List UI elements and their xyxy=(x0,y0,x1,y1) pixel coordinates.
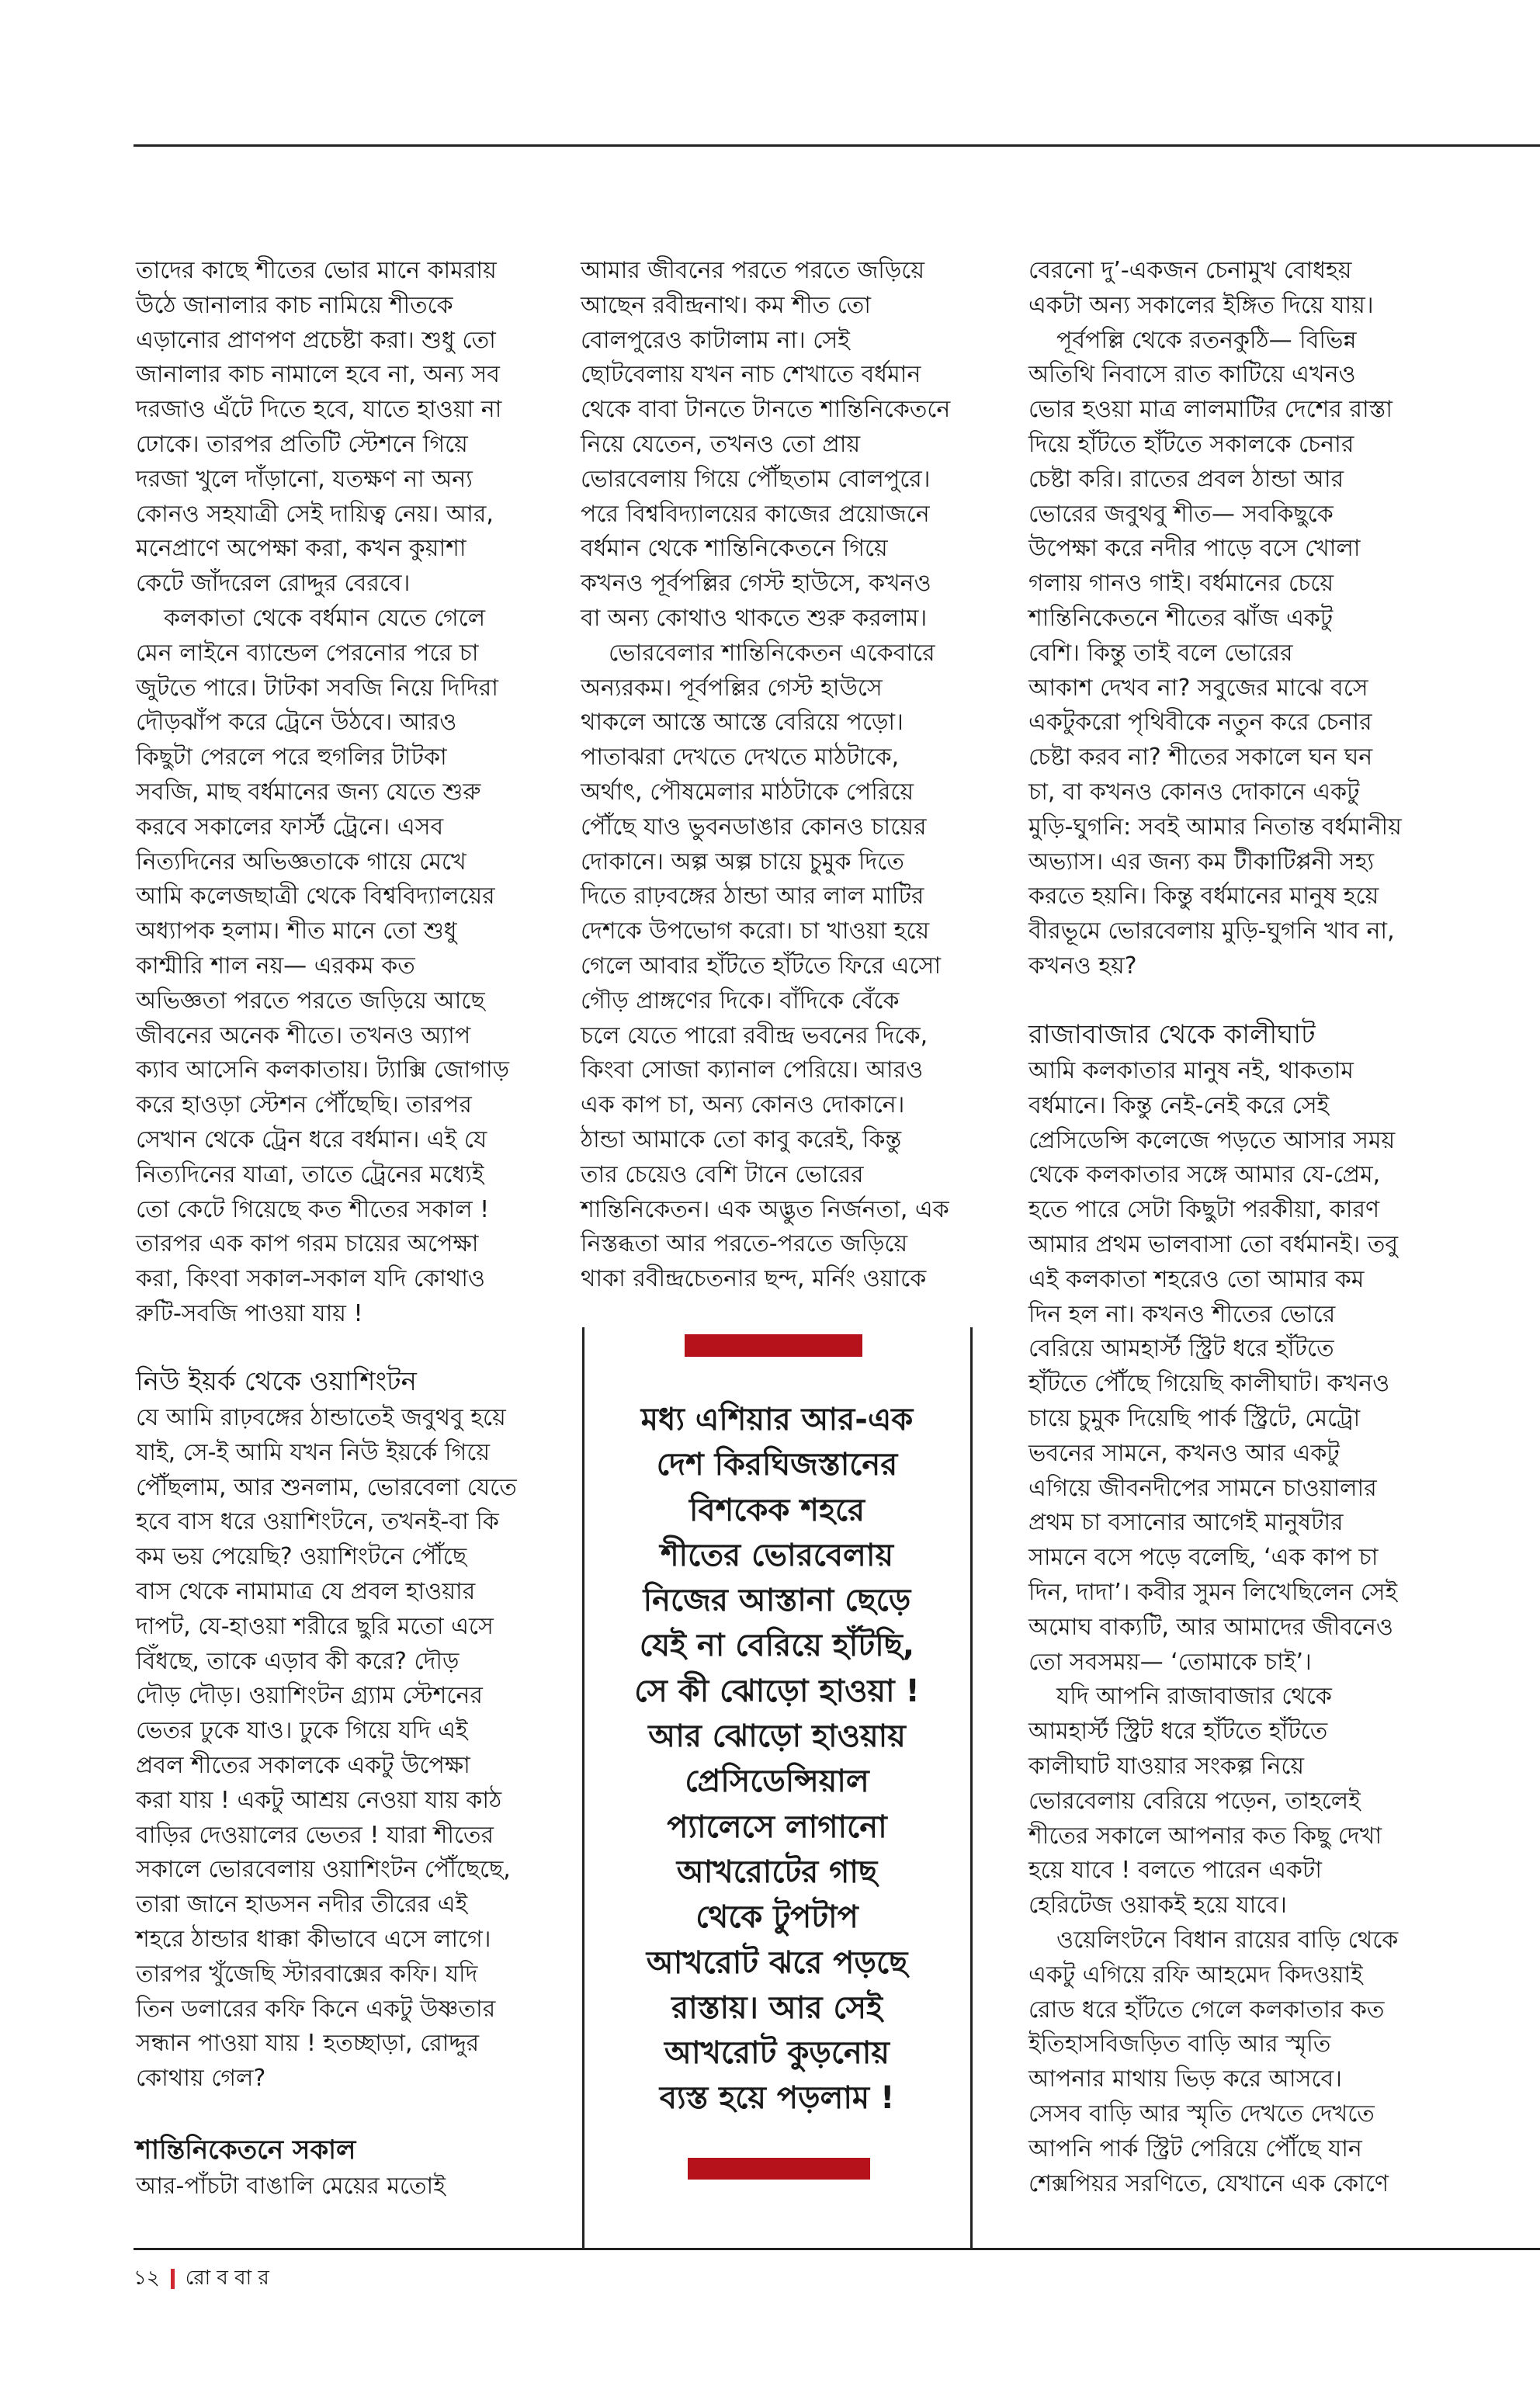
pull-quote-line: থেকে টুপটাপ xyxy=(695,1899,858,1936)
column-3-body-1 xyxy=(1028,254,1402,984)
text-line: অভ্যাস। এর জন্য কম টীকাটিপ্পনী সহ্য xyxy=(1028,848,1375,876)
text-line: উঠে জানালার কাচ নামিয়ে শীতকে xyxy=(136,291,453,319)
pull-quote-line: মধ্য এশিয়ার আর-এক xyxy=(640,1402,914,1438)
text-line: কালীঘাট যাওয়ার সংকল্প নিয়ে xyxy=(1028,1752,1305,1780)
text-line: অতিথি নিবাসে রাত কাটিয়ে এখনও xyxy=(1028,361,1356,389)
text-line: তো কেটে গিয়েছে কত শীতের সকাল ! xyxy=(136,1195,490,1223)
text-line: বাড়ির দেওয়ালের ভেতর ! যারা শীতের xyxy=(136,1821,494,1849)
column-3-body-2 xyxy=(1028,1054,1398,2201)
text-line: আপনি পার্ক স্ট্রিট পেরিয়ে পৌঁছে যান xyxy=(1028,2135,1362,2162)
footer xyxy=(134,2263,269,2294)
text-line: উপেক্ষা করে নদীর পাড়ে বসে খোলা xyxy=(1028,535,1361,563)
footer-separator xyxy=(171,2269,175,2289)
text-line: শেক্সপিয়র সরণিতে, যেখানে এক কোণে xyxy=(1028,2169,1389,2197)
text-line: মুড়ি-ঘুগনি: সবই আমার নিতান্ত বর্ধমানীয় xyxy=(1028,813,1402,841)
text-line: প্রেসিডেন্সি কলেজে পড়তে আসার সময় xyxy=(1028,1126,1396,1154)
text-line: যাই, সে-ই আমি যখন নিউ ইয়র্কে গিয়ে xyxy=(136,1438,491,1466)
text-line: শান্তিনিকেতনে শীতের ঝাঁজ একটু xyxy=(1028,604,1334,632)
section-heading-rajabazar: রাজাবাজার থেকে কালীঘাট xyxy=(1028,1019,1316,1050)
text-line: হতে পারে সেটা কিছুটা পরকীয়া, কারণ xyxy=(1028,1196,1380,1224)
text-line: বাস থেকে নামামাত্র যে প্রবল হাওয়ার xyxy=(136,1577,476,1605)
pull-quote-line: আখরোটের গাছ xyxy=(676,1854,878,1890)
pull-quote-line: ব্যস্ত হয়ে পড়লাম ! xyxy=(659,2080,895,2117)
pull-quote-line: বিশকেক শহরে xyxy=(688,1492,865,1528)
text-line: পূর্বপল্লি থেকে রতনকুঠি— বিভিন্ন xyxy=(1056,326,1357,354)
page-number: ১২ xyxy=(134,2266,160,2290)
text-line: আমহার্স্ট স্ট্রিট ধরে হাঁটতে হাঁটতে xyxy=(1028,1718,1328,1746)
text-line: গেলে আবার হাঁটতে হাঁটতে ফিরে এসো xyxy=(581,952,942,980)
text-line: কিংবা সোজা ক্যানাল পেরিয়ে। আরও xyxy=(581,1056,924,1084)
text-line: দিন হল না। কখনও শীতের ভোরে xyxy=(1028,1300,1336,1328)
magazine-name: রো ব বা র xyxy=(185,2266,269,2290)
pull-quote-line: আর ঝোড়ো হাওয়ায় xyxy=(648,1718,906,1755)
text-line: অন্যরকম। পূর্বপল্লির গেস্ট হাউসে xyxy=(581,674,883,702)
text-line: সবজি, মাছ বর্ধমানের জন্য যেতে শুরু xyxy=(136,778,481,806)
text-line: তারপর এক কাপ গরম চায়ের অপেক্ষা xyxy=(136,1230,479,1258)
text-line: নিত্যদিনের যাত্রা, তাতে ট্রেনের মধ্যেই xyxy=(136,1160,484,1188)
text-line: এড়ানোর প্রাণপণ প্রচেষ্টা করা। শুধু তো xyxy=(136,326,496,354)
text-line: চেষ্টা করব না? শীতের সকালে ঘন ঘন xyxy=(1028,744,1373,772)
text-line: তিন ডলারের কফি কিনে একটু উষ্ণতার xyxy=(136,1995,496,2023)
text-line: সেখান থেকে ট্রেন ধরে বর্ধমান। এই যে xyxy=(136,1125,487,1153)
text-line: আমি কলকাতার মানুষ নই, থাকতাম xyxy=(1028,1057,1354,1084)
text-line: দৌড়ঝাঁপ করে ট্রেনে উঠবে। আরও xyxy=(136,709,457,737)
text-line: সন্ধান পাওয়া যায় ! হতচ্ছাড়া, রোদ্দুর xyxy=(136,2030,480,2058)
text-line: যে আমি রাঢ়বঙ্গের ঠান্ডাতেই জবুথবু হয়ে xyxy=(136,1404,506,1431)
text-line: গৌড় প্রাঙ্গণের দিকে। বাঁদিকে বেঁকে xyxy=(581,987,900,1014)
column-1-body-1 xyxy=(136,254,509,1332)
pull-quote-line: দেশ কিরঘিজস্তানের xyxy=(656,1447,898,1483)
pull-quote xyxy=(584,1397,970,2121)
text-line: আর-পাঁচটা বাঙালি মেয়ের মতোই xyxy=(136,2173,446,2200)
text-line: নিস্তব্ধতা আর পরতে-পরতে জড়িয়ে xyxy=(581,1230,908,1258)
pull-quote-line: আখরোট ঝরে পড়ছে xyxy=(646,1944,908,1981)
text-line: দরজাও এঁটে দিতে হবে, যাতে হাওয়া না xyxy=(136,396,502,424)
pull-quote-bottom-bar xyxy=(688,2158,870,2180)
text-line: বর্ধমান থেকে শান্তিনিকেতনে গিয়ে xyxy=(581,535,888,563)
text-line: তার চেয়েও বেশি টানে ভোরের xyxy=(581,1160,864,1188)
text-line: চা, বা কখনও কোনও দোকানে একটু xyxy=(1028,778,1360,806)
text-line: দেশকে উপভোগ করো। চা খাওয়া হয়ে xyxy=(581,917,930,945)
text-line: জুটতে পারে। টাটকা সবজি নিয়ে দিদিরা xyxy=(136,674,498,702)
pull-quote-right-rule xyxy=(970,1327,973,2249)
text-line: হবে বাস ধরে ওয়াশিংটনে, তখনই-বা কি xyxy=(136,1508,499,1536)
text-line: একটা অন্য সকালের ইঙ্গিত দিয়ে যায়। xyxy=(1028,291,1374,319)
text-line: যদি আপনি রাজাবাজার থেকে xyxy=(1056,1683,1332,1711)
bottom-rule xyxy=(134,2248,1540,2250)
text-line: রুটি-সবজি পাওয়া যায় ! xyxy=(136,1299,363,1327)
text-line: ছোটবেলায় যখন নাচ শেখাতে বর্ধমান xyxy=(581,361,921,389)
pull-quote-line: রাস্তায়। আর সেই xyxy=(671,1989,883,2026)
text-line: শীতের সকালে আপনার কত কিছু দেখা xyxy=(1028,1822,1382,1850)
text-line: শহরে ঠান্ডার ধাক্কা কীভাবে এসে লাগে। xyxy=(136,1925,491,1953)
text-line: বর্ধমানে। কিন্তু নেই-নেই করে সেই xyxy=(1028,1091,1330,1119)
text-line: থেকে কলকাতার সঙ্গে আমার যে-প্রেম, xyxy=(1028,1161,1381,1189)
text-line: ভেতর ঢুকে যাও। ঢুকে গিয়ে যদি এই xyxy=(136,1717,468,1745)
text-line: একটুকরো পৃথিবীকে নতুন করে চেনার xyxy=(1028,709,1372,737)
pull-quote-top-bar xyxy=(685,1334,862,1357)
pull-quote-line: যেই না বেরিয়ে হাঁটছি, xyxy=(639,1628,915,1664)
text-line: দৌড় দৌড়। ওয়াশিংটন গ্র্যাম স্টেশনের xyxy=(136,1682,483,1710)
pull-quote-line: আখরোট কুড়নোয় xyxy=(664,2035,890,2072)
text-line: আমার প্রথম ভালবাসা তো বর্ধমানই। তবু xyxy=(1028,1230,1399,1258)
text-line: থাকলে আস্তে আস্তে বেরিয়ে পড়ো। xyxy=(581,709,904,737)
text-line: কোনও সহযাত্রী সেই দায়িত্ব নেয়। আর, xyxy=(136,500,494,528)
text-line: দাপট, যে-হাওয়া শরীরে ছুরি মতো এসে xyxy=(136,1612,494,1640)
text-line: অভিজ্ঞতা পরতে পরতে জড়িয়ে আছে xyxy=(136,987,485,1014)
text-line: বা অন্য কোথাও থাকতে শুরু করলাম। xyxy=(581,604,928,632)
text-line: অমোঘ বাক্যটি, আর আমাদের জীবনেও xyxy=(1028,1613,1393,1641)
text-line: আমি কলেজছাত্রী থেকে বিশ্ববিদ্যালয়ের xyxy=(136,883,495,910)
text-line: নিয়ে যেতেন, তখনও তো প্রায় xyxy=(581,430,861,458)
text-line: প্রথম চা বসানোর আগেই মানুষটার xyxy=(1028,1509,1344,1537)
text-line: জানালার কাচ নামালে হবে না, অন্য সব xyxy=(136,361,500,389)
pull-quote-line: নিজের আস্তানা ছেড়ে xyxy=(643,1583,911,1619)
text-line: ঢোকে। তারপর প্রতিটি স্টেশনে গিয়ে xyxy=(136,430,468,458)
text-line: রোড ধরে হাঁটতে গেলে কলকাতার কত xyxy=(1028,1996,1385,2024)
text-line: বীরভূমে ভোরবেলায় মুড়ি-ঘুগনি খাব না, xyxy=(1028,917,1395,945)
text-line: অধ্যাপক হলাম। শীত মানে তো শুধু xyxy=(136,917,457,945)
text-line: সকালে ভোরবেলায় ওয়াশিংটন পৌঁছেছে, xyxy=(136,1856,511,1884)
text-line: তো সবসময়— ‘তোমাকে চাই’। xyxy=(1028,1648,1312,1676)
text-line: হেরিটেজ ওয়াকই হয়ে যাবে। xyxy=(1028,1892,1287,1920)
text-line: পরে বিশ্ববিদ্যালয়ের কাজের প্রয়োজনে xyxy=(581,500,930,528)
text-line: আমার জীবনের পরতে পরতে জড়িয়ে xyxy=(581,257,925,284)
text-line: বেরিয়ে আমহার্স্ট স্ট্রিট ধরে হাঁটতে xyxy=(1028,1335,1334,1363)
text-line: তারা জানে হাডসন নদীর তীরের এই xyxy=(136,1891,468,1919)
text-line: করবে সকালের ফার্স্ট ট্রেনে। এসব xyxy=(136,813,444,841)
text-line: শান্তিনিকেতন। এক অদ্ভুত নির্জনতা, এক xyxy=(581,1195,949,1223)
text-line: ভবনের সামনে, কখনও আর একটু xyxy=(1028,1439,1340,1467)
text-line: চায়ে চুমুক দিয়েছি পার্ক স্ট্রিটে, মেট্রো xyxy=(1028,1404,1361,1432)
text-line: তারপর খুঁজেছি স্টারবাক্সের কফি। যদি xyxy=(136,1960,478,1988)
text-line: করতে হয়নি। কিন্তু বর্ধমানের মানুষ হয়ে xyxy=(1028,883,1379,910)
text-line: নিত্যদিনের অভিজ্ঞতাকে গায়ে মেখে xyxy=(136,848,467,876)
text-line: কলকাতা থেকে বর্ধমান যেতে গেলে xyxy=(164,604,486,632)
text-line: করে হাওড়া স্টেশন পৌঁছেছি। তারপর xyxy=(136,1091,472,1119)
text-line: ঠান্ডা আমাকে তো কাবু করেই, কিন্তু xyxy=(581,1125,902,1153)
text-line: তাদের কাছে শীতের ভোর মানে কামরায় xyxy=(136,257,497,284)
text-line: চেষ্টা করি। রাতের প্রবল ঠান্ডা আর xyxy=(1028,465,1344,493)
text-line: থেকে বাবা টানতে টানতে শান্তিনিকেতনে xyxy=(581,396,951,424)
text-line: পৌঁছলাম, আর শুনলাম, ভোরবেলা যেতে xyxy=(136,1473,517,1501)
column-1-body-3 xyxy=(136,2169,446,2204)
text-line: আপনার মাথায় ভিড় করে আসবে। xyxy=(1028,2065,1342,2093)
column-1-body-2 xyxy=(136,1401,517,2096)
text-line: দিয়ে হাঁটতে হাঁটতে সকালকে চেনার xyxy=(1028,430,1354,458)
section-heading-new-york: নিউ ইয়র্ক থেকে ওয়াশিংটন xyxy=(136,1366,417,1397)
text-line: হাঁটতে পৌঁছে গিয়েছি কালীঘাট। কখনও xyxy=(1028,1370,1390,1398)
pull-quote-line: প্যালেসে লাগানো xyxy=(667,1809,887,1845)
text-line: মেন লাইনে ব্যান্ডেল পেরনোর পরে চা xyxy=(136,639,479,667)
text-line: ওয়েলিংটনে বিধান রায়ের বাড়ি থেকে xyxy=(1056,1926,1399,1954)
column-2-body xyxy=(581,254,950,1297)
top-rule xyxy=(134,144,1540,147)
text-line: সেসব বাড়ি আর স্মৃতি দেখতে দেখতে xyxy=(1028,2100,1375,2128)
text-line: কম ভয় পেয়েছি? ওয়াশিংটনে পৌঁছে xyxy=(136,1543,467,1571)
text-line: কেটে জাঁদরেল রোদ্দুর বেরবে। xyxy=(136,570,411,598)
text-line: সামনে বসে পড়ে বলেছি, ‘এক কাপ চা xyxy=(1028,1544,1379,1572)
text-line: কোথায় গেল? xyxy=(136,2065,266,2093)
text-line: দোকানে। অল্প অল্প চায়ে চুমুক দিতে xyxy=(581,848,904,876)
pull-quote-line: শীতের ভোরবেলায় xyxy=(660,1537,894,1573)
text-line: হয়ে যাবে ! বলতে পারেন একটা xyxy=(1028,1857,1322,1885)
text-line: অর্থাৎ, পৌষমেলার মাঠটাকে পেরিয়ে xyxy=(581,778,914,806)
text-line: দরজা খুলে দাঁড়ানো, যতক্ষণ না অন্য xyxy=(136,465,473,493)
text-line: কিছুটা পেরলে পরে হুগলির টাটকা xyxy=(136,744,447,772)
text-line: ভোরবেলায় বেরিয়ে পড়েন, তাহলেই xyxy=(1028,1787,1361,1815)
text-line: থাকা রবীন্দ্রচেতনার ছন্দ, মর্নিং ওয়াকে xyxy=(581,1265,927,1293)
text-line: পাতাঝরা দেখতে দেখতে মাঠটাকে, xyxy=(581,744,900,772)
text-line: কখনও হয়? xyxy=(1028,952,1137,980)
text-line: আছেন রবীন্দ্রনাথ। কম শীত তো xyxy=(581,291,871,319)
section-heading-shantiniketan: শান্তিনিকেতনে সকাল xyxy=(136,2135,356,2166)
text-line: ভোরবেলার শান্তিনিকেতন একেবারে xyxy=(609,639,935,667)
text-line: দিতে রাঢ়বঙ্গের ঠান্ডা আর লাল মাটির xyxy=(581,883,924,910)
text-line: দিন, দাদা’। কবীর সুমন লিখেছিলেন সেই xyxy=(1028,1578,1398,1606)
text-line: ক্যাব আসেনি কলকাতায়। ট্যাক্সি জোগাড় xyxy=(136,1056,510,1084)
text-line: ইতিহাসবিজড়িত বাড়ি আর স্মৃতি xyxy=(1028,2031,1331,2058)
text-line: আকাশ দেখব না? সবুজের মাঝে বসে xyxy=(1028,674,1368,702)
text-line: প্রবল শীতের সকালকে একটু উপেক্ষা xyxy=(136,1751,470,1779)
text-line: এক কাপ চা, অন্য কোনও দোকানে। xyxy=(581,1091,905,1119)
text-line: চলে যেতে পারো রবীন্দ্র ভবনের দিকে, xyxy=(581,1021,928,1049)
text-line: এগিয়ে জীবনদীপের সামনে চাওয়ালার xyxy=(1028,1474,1377,1502)
pull-quote-line: প্রেসিডেন্সিয়াল xyxy=(685,1764,869,1800)
text-line: জীবনের অনেক শীতে। তখনও অ্যাপ xyxy=(136,1021,471,1049)
text-line: বিঁধছে, তাকে এড়াব কী করে? দৌড় xyxy=(136,1647,460,1675)
text-line: ভোর হওয়া মাত্র লালমাটির দেশের রাস্তা xyxy=(1028,396,1393,424)
text-line: ভোরের জবুথবু শীত— সবকিছুকে xyxy=(1028,500,1334,528)
text-line: ভোরবেলায় গিয়ে পৌঁছতাম বোলপুরে। xyxy=(581,465,931,493)
text-line: করা, কিংবা সকাল-সকাল যদি কোথাও xyxy=(136,1265,485,1293)
text-line: মনেপ্রাণে অপেক্ষা করা, কখন কুয়াশা xyxy=(136,535,467,563)
text-line: গলায় গানও গাই। বর্ধমানের চেয়ে xyxy=(1028,570,1334,598)
text-line: বেশি। কিন্তু তাই বলে ভোরের xyxy=(1028,639,1293,667)
text-line: পৌঁছে যাও ভুবনডাঙার কোনও চায়ের xyxy=(581,813,927,841)
text-line: কখনও পূর্বপল্লির গেস্ট হাউসে, কখনও xyxy=(581,570,931,598)
text-line: কাশ্মীরি শাল নয়— এরকম কত xyxy=(136,952,415,980)
pull-quote-line: সে কী ঝোড়ো হাওয়া ! xyxy=(634,1673,920,1709)
text-line: এই কলকাতা শহরেও তো আমার কম xyxy=(1028,1265,1365,1293)
text-line: বেরনো দু’-একজন চেনামুখ বোধহয় xyxy=(1028,257,1352,284)
text-line: বোলপুরেও কাটালাম না। সেই xyxy=(581,326,850,354)
text-line: করা যায় ! একটু আশ্রয় নেওয়া যায় কাঠ xyxy=(136,1786,502,1814)
text-line: একটু এগিয়ে রফি আহমেদ কিদওয়াই xyxy=(1028,1961,1363,1989)
